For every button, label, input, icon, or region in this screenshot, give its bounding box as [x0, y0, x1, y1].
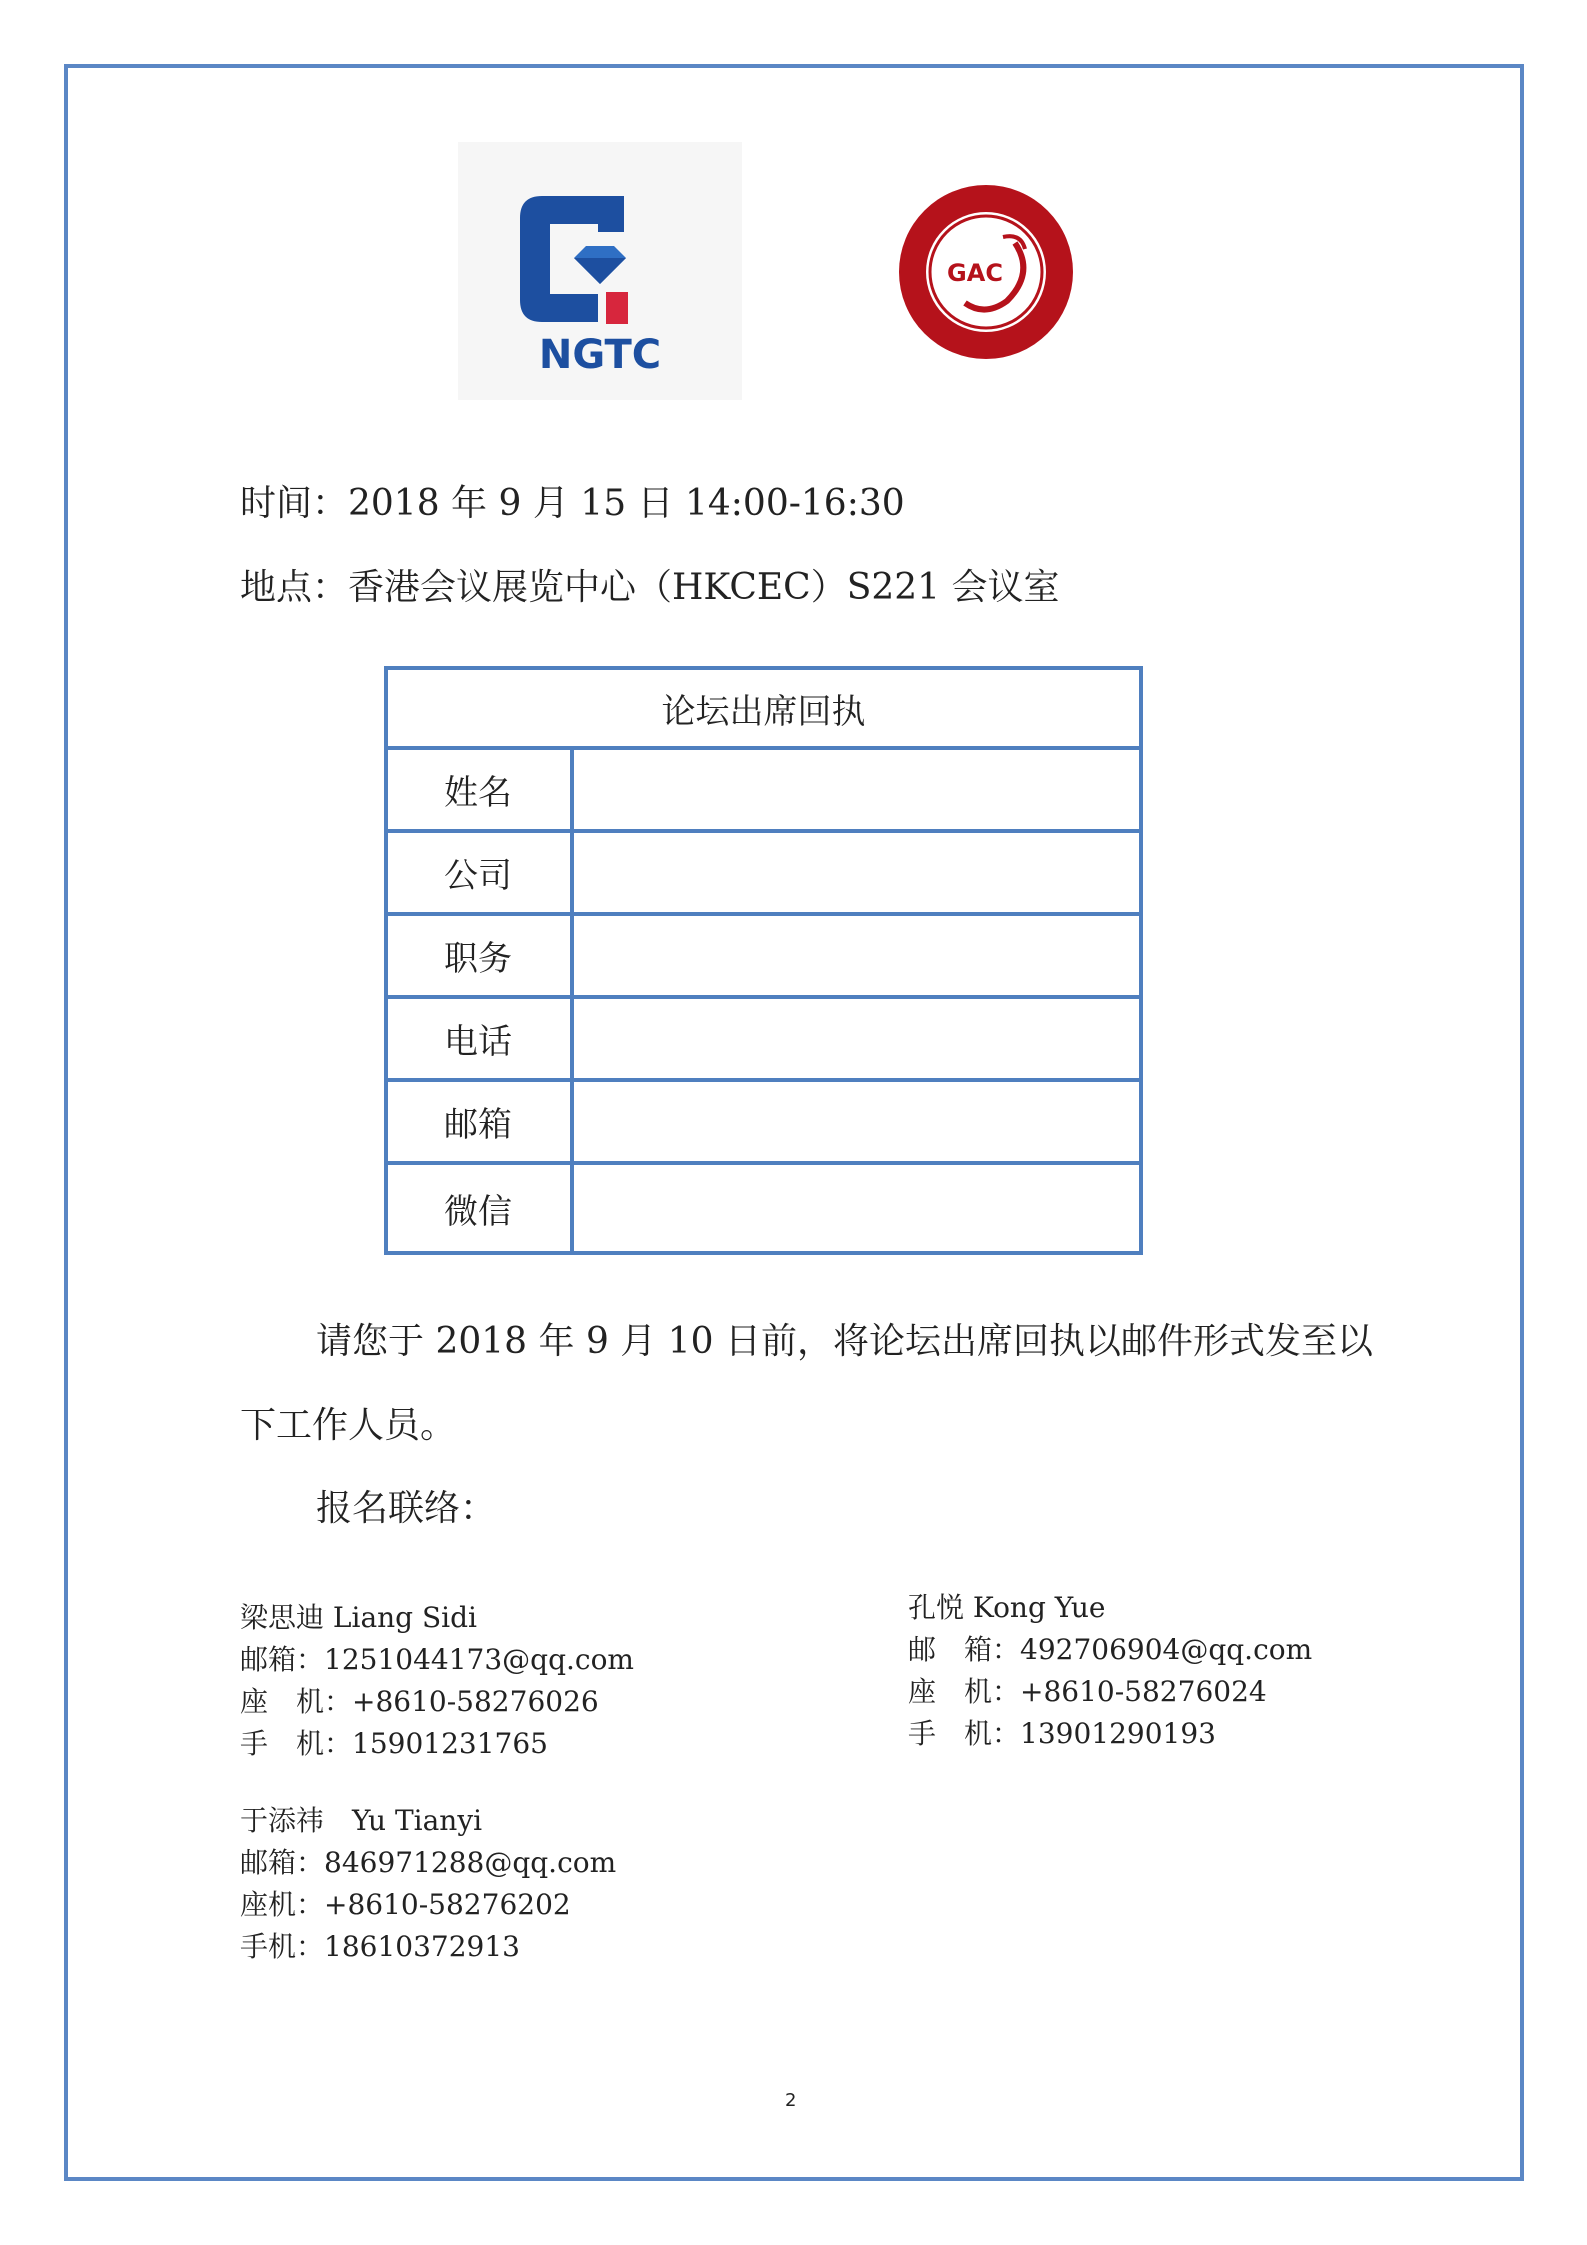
company-field[interactable]: [574, 833, 1139, 912]
form-row-company: [388, 833, 1139, 916]
form-label: 邮箱: [388, 1082, 574, 1161]
wechat-field[interactable]: [574, 1165, 1139, 1251]
contact-landline: 座 机：+8610-58276024: [908, 1675, 1267, 1708]
contact-card: [240, 1597, 634, 1765]
name-field[interactable]: [574, 750, 1139, 829]
contact-email[interactable]: 邮箱：1251044173@qq.com: [240, 1643, 634, 1676]
instruction-text: 请您于 2018 年 9 月 10 日前，将论坛出席回执以邮件形式发至以: [316, 1321, 1373, 1362]
position-field[interactable]: [574, 916, 1139, 995]
contact-email[interactable]: 邮箱：846971288@qq.com: [240, 1846, 617, 1879]
form-row-phone: [388, 999, 1139, 1082]
form-label: 电话: [388, 999, 574, 1078]
contact-landline: 座机：+8610-58276202: [240, 1888, 571, 1921]
form-label: 微信: [388, 1165, 574, 1251]
contact-email[interactable]: 邮 箱：492706904@qq.com: [908, 1633, 1313, 1666]
ngtc-logo-text: NGTC: [538, 332, 662, 378]
contact-name: 梁思迪 Liang Sidi: [240, 1601, 478, 1634]
gac-logo-text: GAC: [947, 259, 1003, 287]
form-row-name: [388, 750, 1139, 833]
contact-landline: 座 机：+8610-58276026: [240, 1685, 599, 1718]
form-row-email: [388, 1082, 1139, 1165]
rsvp-form-title: 论坛出席回执: [388, 670, 1139, 750]
form-row-wechat: [388, 1165, 1139, 1251]
contact-card: [240, 1800, 616, 1968]
event-time: 时间：2018 年 9 月 15 日 14:00-16:30: [240, 483, 905, 524]
event-place: 地点：香港会议展览中心（HKCEC）S221 会议室: [240, 567, 1060, 608]
form-label: 公司: [388, 833, 574, 912]
contact-card: [908, 1587, 1312, 1755]
contact-heading: 报名联络：: [316, 1488, 497, 1529]
contact-mobile: 手机：18610372913: [240, 1930, 520, 1963]
contact-name: 于添祎 Yu Tianyi: [240, 1804, 483, 1837]
email-field[interactable]: [574, 1082, 1139, 1161]
ngtc-logo: [458, 142, 742, 400]
form-label: 姓名: [388, 750, 574, 829]
phone-field[interactable]: [574, 999, 1139, 1078]
contact-name: 孔悦 Kong Yue: [908, 1591, 1106, 1624]
contact-mobile: 手 机：15901231765: [240, 1727, 548, 1760]
page-number: 2: [785, 2090, 797, 2111]
rsvp-form-table: [384, 666, 1143, 1255]
form-row-position: [388, 916, 1139, 999]
contact-mobile: 手 机：13901290193: [908, 1717, 1216, 1750]
gac-logo: [895, 183, 1077, 361]
form-label: 职务: [388, 916, 574, 995]
instruction-text-cont: 下工作人员。: [240, 1405, 457, 1446]
